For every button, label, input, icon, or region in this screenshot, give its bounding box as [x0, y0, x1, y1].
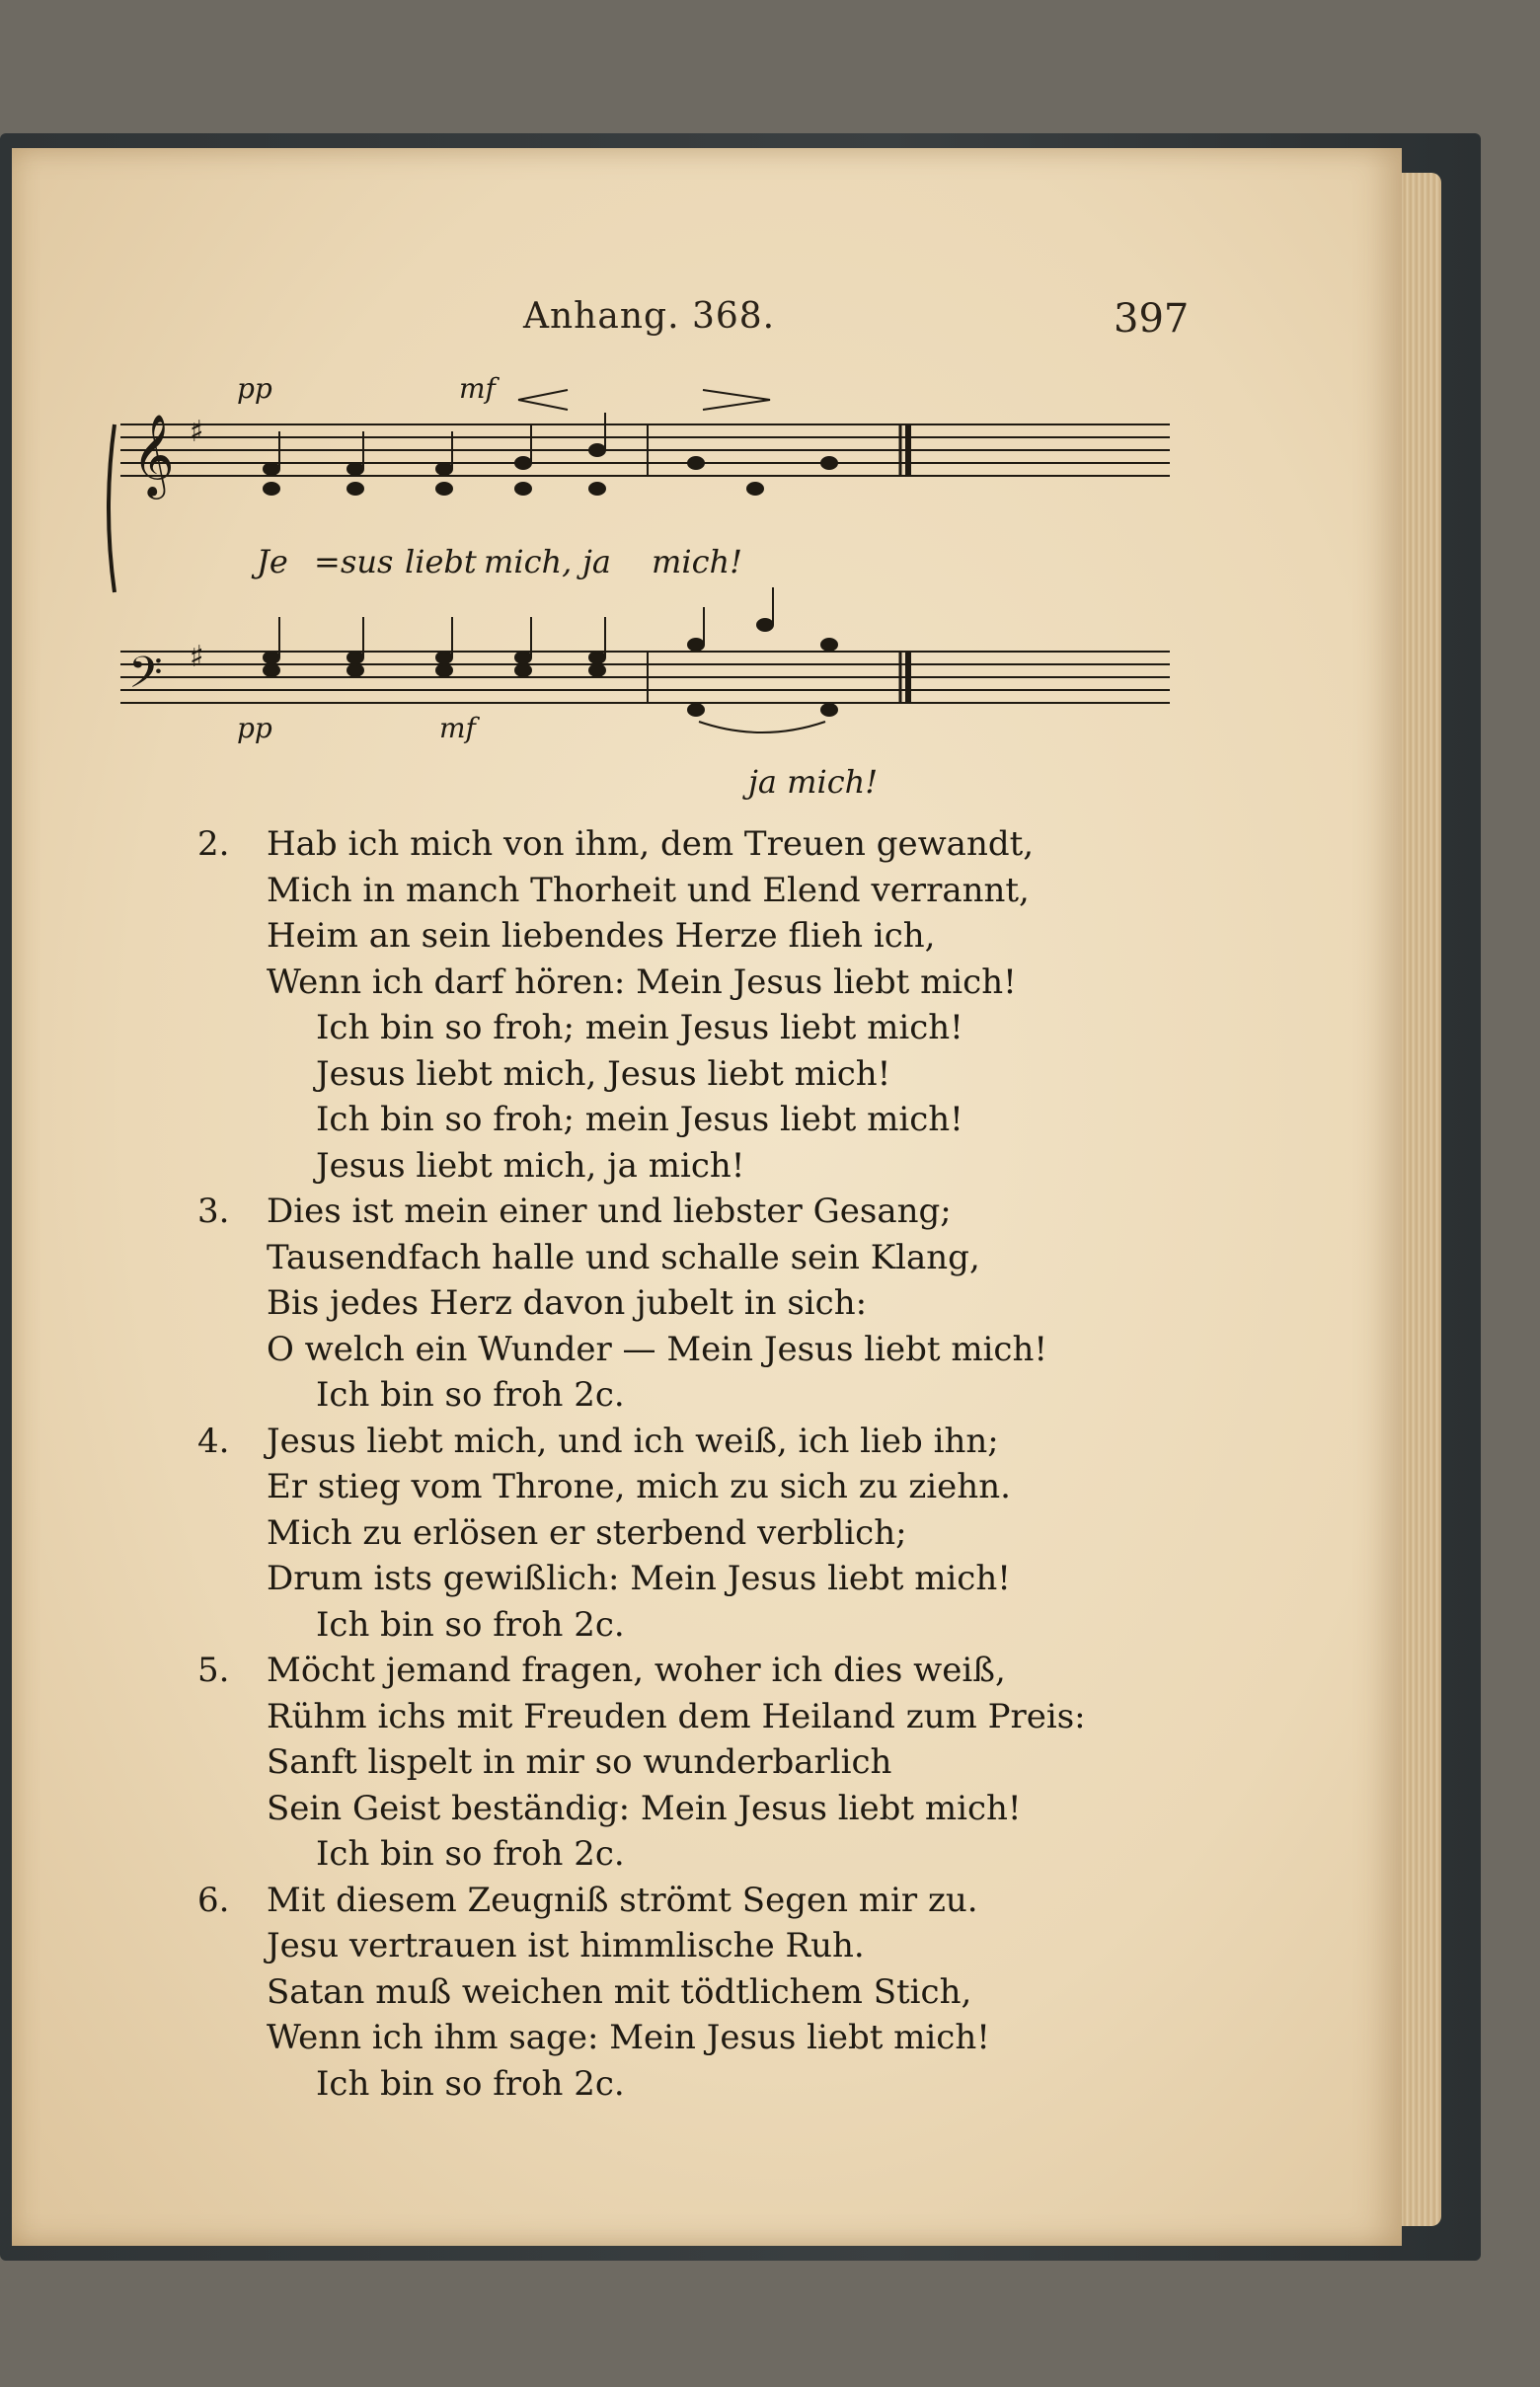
verse-line: Heim an sein liebendes Herze flieh ich, [267, 916, 936, 956]
score-lyric-1: Je [257, 543, 288, 580]
verse-line: Sein Geist beständig: Mein Jesus liebt mich! [267, 1788, 1022, 1828]
refrain-line: Ich bin so froh 2c. [316, 1834, 625, 1874]
refrain-line: Ich bin so froh; mein Jesus liebt mich! [316, 1100, 963, 1139]
dynamic-pp-bottom: pp [237, 712, 272, 744]
crescendo-mark [518, 390, 568, 410]
verse-line: Wenn ich ihm sage: Mein Jesus liebt mich! [267, 2018, 990, 2057]
verse-line: Jesu vertrauen ist himmlische Ruh. [267, 1926, 865, 1965]
verse-line: Wenn ich darf hören: Mein Jesus liebt mich! [267, 962, 1017, 1002]
dynamic-mf-top: mf [459, 372, 496, 405]
score-lyric-2: = [314, 543, 341, 580]
verse-number: 4. [197, 1421, 230, 1461]
verse-number: 2. [197, 824, 230, 864]
bass-clef: 𝄢 [128, 647, 163, 709]
refrain-line: Jesus liebt mich, ja mich! [316, 1145, 745, 1186]
decrescendo-mark [703, 390, 770, 410]
verse-line: Tausendfach halle und schalle sein Klang, [267, 1237, 980, 1277]
verse-number: 5. [197, 1651, 230, 1690]
verse-line: 2. Hab ich mich von ihm, dem Treuen gewandt, [197, 821, 1333, 868]
score-lyric-3: sus [341, 543, 394, 580]
running-header: Anhang. 368. [523, 296, 776, 337]
system-brace [109, 424, 115, 592]
verse-line: Mich in manch Thorheit und Elend verrannt, [267, 870, 1030, 910]
dynamic-mf-bottom: mf [439, 712, 476, 744]
verse-line: Drum ists gewißlich: Mein Jesus liebt mich! [267, 1559, 1011, 1598]
music-score [99, 370, 1185, 744]
refrain-line: Ich bin so froh; mein Jesus liebt mich! [316, 1008, 963, 1047]
verse-line: 4. Jesus liebt mich, und ich weiß, ich lieb ihn; [197, 1419, 1333, 1465]
verse-line: Rühm ichs mit Freuden dem Heiland zum Preis: [267, 1696, 1086, 1736]
refrain-line: Ich bin so froh 2c. [316, 1375, 625, 1415]
score-lyric-bass: ja mich! [748, 763, 879, 801]
verse-line: Mich zu erlösen er sterbend verblich; [267, 1512, 907, 1553]
treble-clef: 𝄞 [132, 413, 175, 496]
verses [197, 821, 1333, 2107]
verse-line: 3. Dies ist mein einer und liebster Gesang; [197, 1189, 1333, 1235]
page-number: 397 [1114, 296, 1190, 342]
verse-line: Er stieg vom Throne, mich zu sich zu ziehn. [267, 1467, 1011, 1506]
verse-line: O welch ein Wunder — Mein Jesus liebt mich! [267, 1329, 1048, 1369]
key-signature: ♯ [190, 415, 204, 449]
verse-line: 5. Möcht jemand fragen, woher ich dies weiß, [197, 1648, 1333, 1694]
verse-number: 3. [197, 1192, 230, 1231]
score-lyric-6: ja [582, 543, 611, 580]
score-lyric-5: mich, [484, 543, 573, 580]
verse-line: 6. Mit diesem Zeugniß strömt Segen mir zu. [197, 1878, 1333, 1924]
verse-number: 6. [197, 1880, 230, 1920]
score-lyric-7: mich! [652, 543, 742, 580]
verse-line: Satan muß weichen mit tödtlichem Stich, [267, 1971, 972, 2012]
refrain-line: Ich bin so froh 2c. [316, 1604, 625, 1645]
key-signature-bass: ♯ [190, 640, 204, 674]
verse-line: Sanft lispelt in mir so wunderbarlich [267, 1742, 892, 1782]
dynamic-pp-top: pp [237, 372, 272, 405]
verse-line: Bis jedes Herz davon jubelt in sich: [267, 1283, 868, 1323]
score-lyric-4: liebt [405, 543, 477, 580]
refrain-line: Ich bin so froh 2c. [316, 2063, 625, 2104]
refrain-line: Jesus liebt mich, Jesus liebt mich! [316, 1053, 891, 1094]
